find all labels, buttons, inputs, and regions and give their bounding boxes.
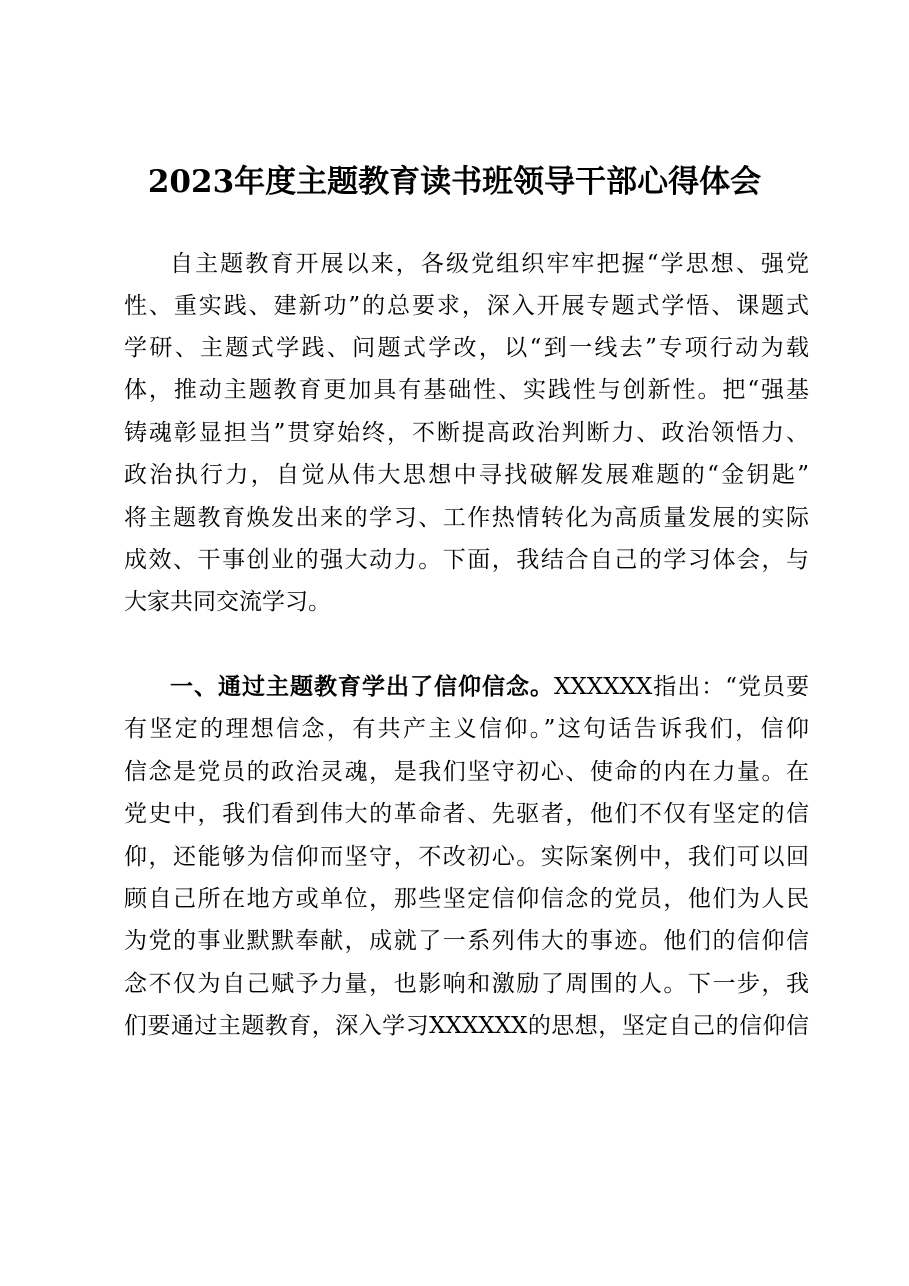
paragraph-2-line: 们要通过主题教育，深入学习XXXXXX的思想，坚定自己的信仰信 <box>124 1013 809 1039</box>
paragraph-2-first-line-text: XXXXXX指出：“党员要 <box>554 674 809 700</box>
paragraph-2-line: 仰，还能够为信仰而坚守，不改初心。实际案例中，我们可以回 <box>124 844 809 870</box>
paragraph-1-line: 性、重实践、建新功”的总要求，深入开展专题式学悟、课题式 <box>124 293 809 319</box>
paragraph-1-line: 将主题教育焕发出来的学习、工作热情转化为高质量发展的实际 <box>124 505 809 531</box>
paragraph-1-line: 成效、干事创业的强大动力。下面，我结合自己的学习体会，与 <box>124 547 809 573</box>
paragraph-1-line: 自主题教育开展以来，各级党组织牢牢把握“学思想、强党 <box>170 251 809 277</box>
paragraph-1-line: 大家共同交流学习。 <box>124 589 331 615</box>
paragraph-2-line: 信念是党员的政治灵魂，是我们坚守初心、使命的内在力量。在 <box>124 759 809 785</box>
paragraph-2-first-line <box>170 667 809 707</box>
paragraph-2-line: 党史中，我们看到伟大的革命者、先驱者，他们不仅有坚定的信 <box>124 801 809 827</box>
paragraph-1-line: 学研、主题式学践、问题式学改，以“到一线去”专项行动为载 <box>124 335 809 361</box>
section-heading: 一、通过主题教育学出了信仰信念。 <box>170 674 554 700</box>
paragraph-1-line: 铸魂彰显担当”贯穿始终，不断提高政治判断力、政治领悟力、 <box>124 420 809 446</box>
paragraph-2-line: 顾自己所在地方或单位，那些坚定信仰信念的党员，他们为人民 <box>124 886 809 912</box>
paragraph-1-line: 体，推动主题教育更加具有基础性、实践性与创新性。把“强基 <box>124 377 809 403</box>
paragraph-2-line: 有坚定的理想信念，有共产主义信仰。”这句话告诉我们，信仰 <box>124 716 809 742</box>
paragraph-2-line: 念不仅为自己赋予力量，也影响和激励了周围的人。下一步，我 <box>124 971 809 997</box>
paragraph-2-line: 为党的事业默默奉献，成就了一系列伟大的事迹。他们的信仰信 <box>124 928 809 954</box>
paragraph-1-line: 政治执行力，自觉从伟大思想中寻找破解发展难题的“金钥匙” <box>124 462 809 488</box>
document-title: 2023年度主题教育读书班领导干部心得体会 <box>147 164 762 200</box>
